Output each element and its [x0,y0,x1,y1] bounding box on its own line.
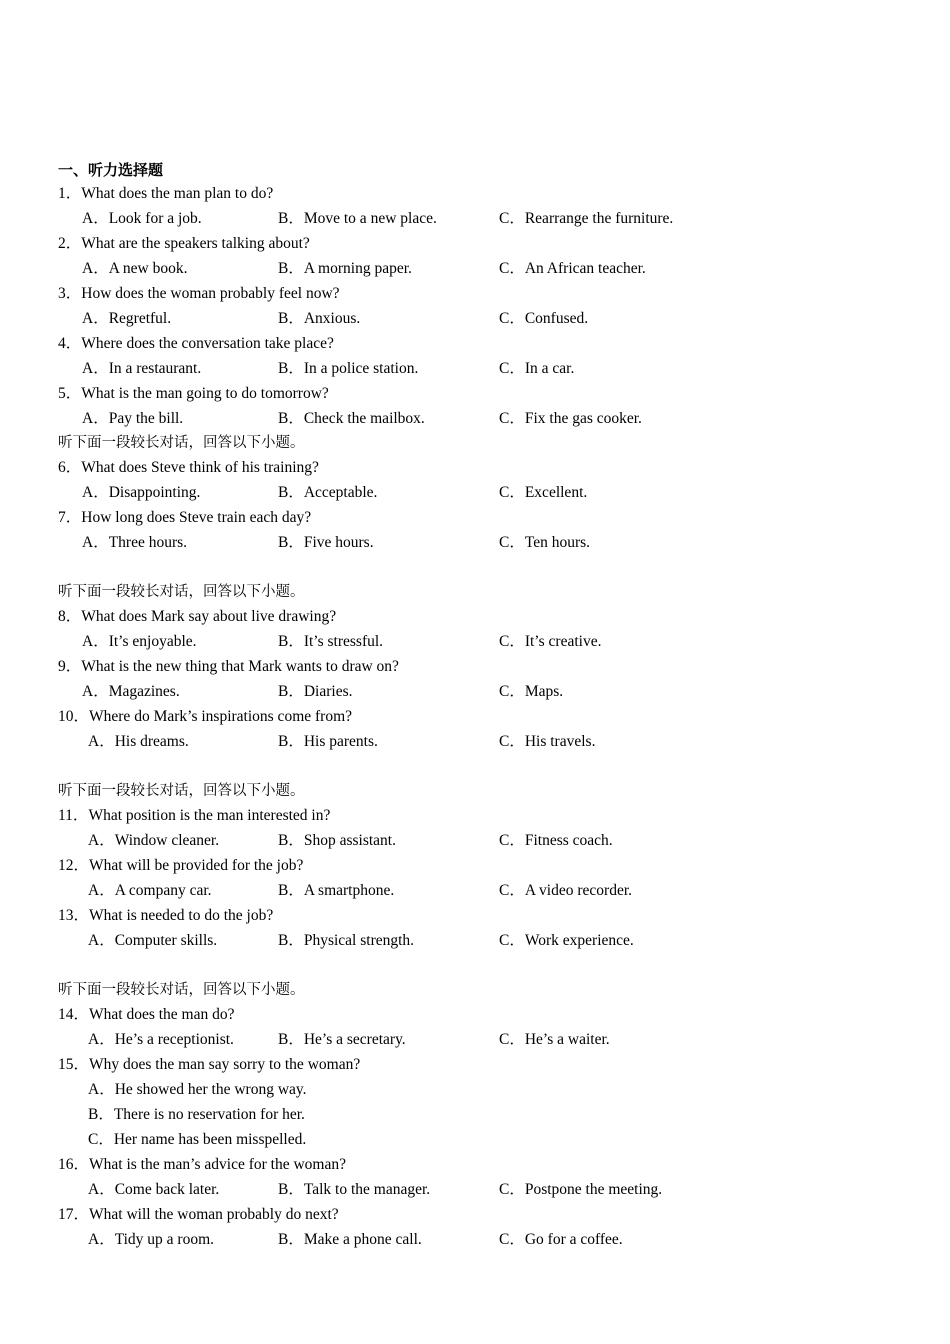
question-7 [58,507,311,529]
question-text: What does Mark say about live drawing? [81,608,337,625]
option-c: C．An African teacher. [499,260,646,277]
question-text: Where do Mark’s inspirations come from? [89,708,353,725]
question-text: What does the man do? [89,1006,235,1023]
option-b: B．Five hours. [278,534,374,551]
question-11 [58,805,330,827]
option-b: B．Physical strength. [278,932,415,949]
question-number: 16． [58,1156,90,1173]
question-number: 13． [58,907,90,924]
option-c: C．It’s creative. [499,633,602,650]
option-a: A．Three hours. [82,534,188,551]
option-b: B．In a police station. [278,360,419,377]
option-a: A．It’s enjoyable. [82,633,197,650]
question-number: 10． [58,708,90,725]
question-text: How long does Steve train each day? [81,509,312,526]
option-b: B．Make a phone call. [278,1231,422,1248]
question-number: 1． [58,185,82,202]
option-b: B．A morning paper. [278,260,412,277]
option-a: A．Disappointing. [82,484,201,501]
question-number: 5． [58,385,82,402]
option-c: C．In a car. [499,360,575,377]
option-a: A．Tidy up a room. [88,1231,215,1248]
option-b: B．It’s stressful. [278,633,384,650]
question-3 [58,283,340,305]
question-number: 7． [58,509,82,526]
section-title: 一、听力选择题 [58,161,164,179]
option-b: B．Diaries. [278,683,353,700]
option-c: C．Work experience. [499,932,634,949]
question-number: 6． [58,459,82,476]
question-15 [58,1054,360,1076]
question-number: 17． [58,1206,90,1223]
option-c: C．Postpone the meeting. [499,1181,663,1198]
option-b: B．Acceptable. [278,484,378,501]
question-10 [58,706,352,728]
question-number: 11． [58,807,89,824]
option-a: A．A new book. [82,260,188,277]
question-number: 15． [58,1056,90,1073]
question-text: How does the woman probably feel now? [81,285,340,302]
option-c: C．Confused. [499,310,589,327]
question-9 [58,656,399,678]
option-c: C．Fix the gas cooker. [499,410,642,427]
option-c: C．A video recorder. [499,882,633,899]
question-number: 4． [58,335,82,352]
question-text: Why does the man say sorry to the woman? [89,1056,361,1073]
option-a: A．He’s a receptionist. [88,1031,234,1048]
option-b: B．Shop assistant. [278,832,396,849]
question-text: What are the speakers talking about? [81,235,310,252]
option-b: B．Anxious. [278,310,361,327]
option-c: C．He’s a waiter. [499,1031,610,1048]
option-c: C．Ten hours. [499,534,591,551]
question-text: What will the woman probably do next? [89,1206,339,1223]
question-text: What does Steve think of his training? [81,459,319,476]
section-instruction: 听下面一段较长对话，回答以下小题。 [58,584,305,600]
question-number: 3． [58,285,82,302]
question-text: What does the man plan to do? [81,185,274,202]
option-b: B．Move to a new place. [278,210,437,227]
question-text: What is the man going to do tomorrow? [81,385,329,402]
option-a: A．Regretful. [82,310,172,327]
option-a: A．He showed her the wrong way. [88,1081,307,1098]
option-c: C．Excellent. [499,484,588,501]
question-13 [58,905,273,927]
question-5 [58,383,329,405]
question-17 [58,1204,339,1226]
option-c: C．Fitness coach. [499,832,613,849]
question-number: 2． [58,235,82,252]
question-12 [58,855,303,877]
option-a: A．Look for a job. [82,210,202,227]
option-b: B．Check the mailbox. [278,410,425,427]
option-a: A．Come back later. [88,1181,220,1198]
section-instruction: 听下面一段较长对话，回答以下小题。 [58,982,305,998]
option-a: A．Computer skills. [88,932,218,949]
option-c: C．Maps. [499,683,564,700]
option-c: C．Rearrange the furniture. [499,210,674,227]
section-instruction: 听下面一段较长对话，回答以下小题。 [58,435,305,451]
question-text: What is needed to do the job? [89,907,274,924]
option-a: A．In a restaurant. [82,360,202,377]
question-number: 9． [58,658,82,675]
section-instruction: 听下面一段较长对话，回答以下小题。 [58,783,305,799]
question-number: 12． [58,857,90,874]
question-4 [58,333,334,355]
question-16 [58,1154,346,1176]
question-1 [58,183,273,205]
option-b: B．His parents. [278,733,378,750]
question-number: 8． [58,608,82,625]
question-8 [58,606,336,628]
question-6 [58,457,319,479]
option-c: C．Her name has been misspelled. [88,1131,307,1148]
option-b: B．There is no reservation for her. [88,1106,305,1123]
option-c: C．His travels. [499,733,596,750]
option-a: A．Window cleaner. [88,832,220,849]
option-b: B．Talk to the manager. [278,1181,431,1198]
option-b: B．A smartphone. [278,882,395,899]
question-text: What will be provided for the job? [89,857,304,874]
option-a: A．A company car. [88,882,212,899]
option-a: A．Magazines. [82,683,180,700]
option-a: A．His dreams. [88,733,189,750]
question-2 [58,233,310,255]
question-number: 14． [58,1006,90,1023]
question-text: What position is the man interested in? [88,807,331,824]
option-b: B．He’s a secretary. [278,1031,406,1048]
question-text: What is the man’s advice for the woman? [89,1156,346,1173]
option-a: A．Pay the bill. [82,410,184,427]
question-text: What is the new thing that Mark wants to draw on? [81,658,399,675]
option-c: C．Go for a coffee. [499,1231,623,1248]
question-text: Where does the conversation take place? [81,335,334,352]
question-14 [58,1004,235,1026]
